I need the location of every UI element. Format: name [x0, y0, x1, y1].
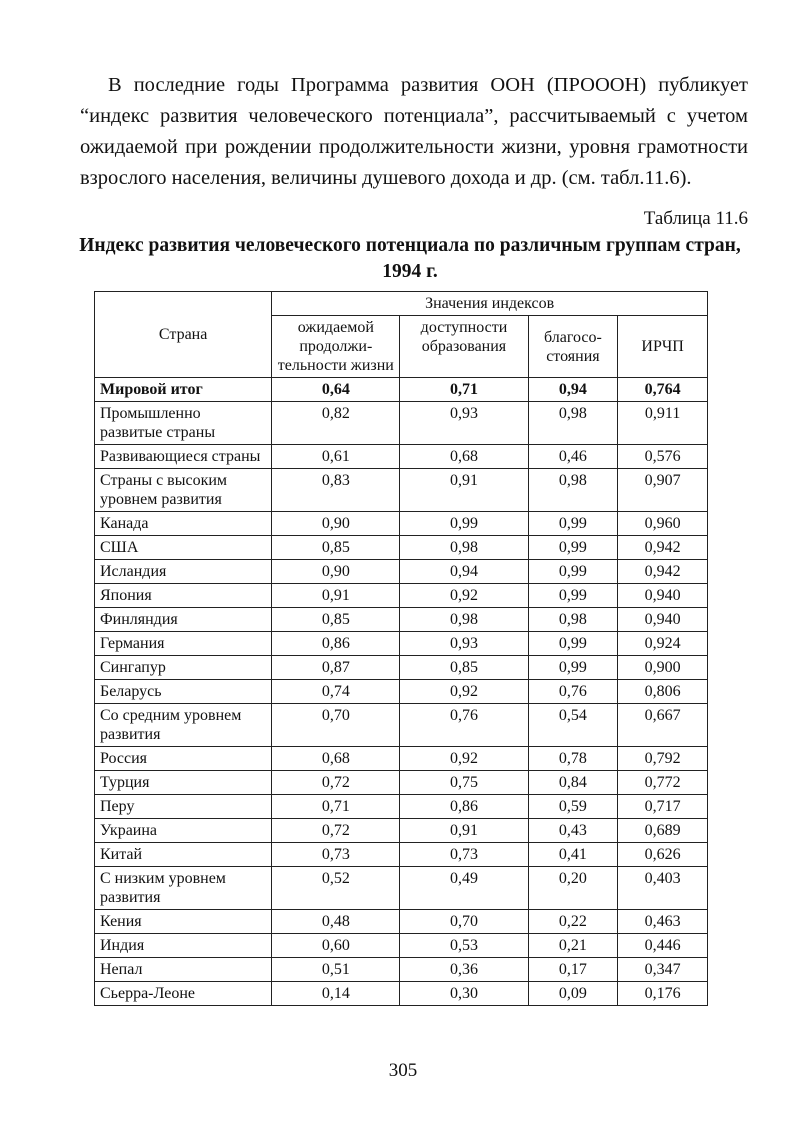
education-cell: 0,91	[400, 819, 528, 843]
hdi-cell: 0,576	[618, 445, 708, 469]
education-cell: 0,49	[400, 867, 528, 910]
life-expectancy-cell: 0,90	[272, 560, 400, 584]
education-cell: 0,70	[400, 910, 528, 934]
life-expectancy-cell: 0,82	[272, 402, 400, 445]
education-cell: 0,73	[400, 843, 528, 867]
hdi-cell: 0,403	[618, 867, 708, 910]
table-title: Индекс развития человеческого потенциала по различным группам стран, 1994 г.	[79, 235, 741, 282]
table-row	[95, 512, 708, 536]
education-cell: 0,68	[400, 445, 528, 469]
education-cell: 0,98	[400, 536, 528, 560]
wealth-cell: 0,76	[528, 680, 618, 704]
country-cell: Развивающиеся страны	[95, 445, 272, 469]
wealth-cell: 0,78	[528, 747, 618, 771]
life-expectancy-cell: 0,85	[272, 536, 400, 560]
education-cell: 0,53	[400, 934, 528, 958]
country-cell: Беларусь	[95, 680, 272, 704]
country-cell: Исландия	[95, 560, 272, 584]
table-row	[95, 608, 708, 632]
life-expectancy-cell: 0,72	[272, 771, 400, 795]
education-cell: 0,98	[400, 608, 528, 632]
table-row	[95, 704, 708, 747]
education-cell: 0,92	[400, 747, 528, 771]
education-cell: 0,85	[400, 656, 528, 680]
hdi-cell: 0,463	[618, 910, 708, 934]
life-expectancy-cell: 0,60	[272, 934, 400, 958]
hdi-cell: 0,940	[618, 584, 708, 608]
table-row	[95, 819, 708, 843]
table-row	[95, 747, 708, 771]
life-expectancy-cell: 0,87	[272, 656, 400, 680]
table-row	[95, 536, 708, 560]
table-row	[95, 958, 708, 982]
wealth-cell: 0,98	[528, 608, 618, 632]
education-cell: 0,86	[400, 795, 528, 819]
life-expectancy-cell: 0,64	[272, 378, 400, 402]
table-row	[95, 560, 708, 584]
table-row	[95, 843, 708, 867]
hdi-cell: 0,176	[618, 982, 708, 1006]
header-wealth: благосо-стояния	[528, 316, 618, 378]
hdi-cell: 0,907	[618, 469, 708, 512]
country-cell: Мировой итог	[95, 378, 272, 402]
hdi-cell: 0,667	[618, 704, 708, 747]
country-cell: Индия	[95, 934, 272, 958]
table-row	[95, 867, 708, 910]
education-cell: 0,93	[400, 632, 528, 656]
country-cell: Со средним уровнем развития	[95, 704, 272, 747]
hdi-cell: 0,626	[618, 843, 708, 867]
hdi-cell: 0,942	[618, 536, 708, 560]
table-row	[95, 445, 708, 469]
wealth-cell: 0,99	[528, 632, 618, 656]
wealth-cell: 0,94	[528, 378, 618, 402]
education-cell: 0,92	[400, 584, 528, 608]
country-cell: Промышленно развитые страны	[95, 402, 272, 445]
hdi-cell: 0,960	[618, 512, 708, 536]
wealth-cell: 0,99	[528, 536, 618, 560]
wealth-cell: 0,99	[528, 584, 618, 608]
table-row	[95, 378, 708, 402]
education-cell: 0,94	[400, 560, 528, 584]
wealth-cell: 0,59	[528, 795, 618, 819]
education-cell: 0,91	[400, 469, 528, 512]
header-index-group: Значения индексов	[272, 292, 708, 316]
header-country: Страна	[95, 292, 272, 378]
wealth-cell: 0,21	[528, 934, 618, 958]
life-expectancy-cell: 0,51	[272, 958, 400, 982]
hdi-cell: 0,900	[618, 656, 708, 680]
hdi-cell: 0,792	[618, 747, 708, 771]
life-expectancy-cell: 0,72	[272, 819, 400, 843]
country-cell: Турция	[95, 771, 272, 795]
education-cell: 0,92	[400, 680, 528, 704]
wealth-cell: 0,20	[528, 867, 618, 910]
wealth-cell: 0,99	[528, 560, 618, 584]
life-expectancy-cell: 0,83	[272, 469, 400, 512]
country-cell: С низким уровнем развития	[95, 867, 272, 910]
header-life-expectancy: ожидаемой продолжи-тельности жизни	[272, 316, 400, 378]
wealth-cell: 0,43	[528, 819, 618, 843]
country-cell: Китай	[95, 843, 272, 867]
education-cell: 0,36	[400, 958, 528, 982]
life-expectancy-cell: 0,70	[272, 704, 400, 747]
country-cell: Перу	[95, 795, 272, 819]
table-row	[95, 469, 708, 512]
intro-text: В последние годы Программа развития ООН (ПРОООН) публикует “индекс развития человеческого потенциала”, рассчитываемый с учетом ожидаемой при рождении продолжительности жизни, уровня грамотности взрослого населения, величины душевого дохода и др. (см. табл.11.6).	[80, 74, 748, 189]
education-cell: 0,76	[400, 704, 528, 747]
education-cell: 0,93	[400, 402, 528, 445]
life-expectancy-cell: 0,90	[272, 512, 400, 536]
wealth-cell: 0,17	[528, 958, 618, 982]
country-cell: Страны с высоким уровнем развития	[95, 469, 272, 512]
country-cell: США	[95, 536, 272, 560]
table-row	[95, 632, 708, 656]
life-expectancy-cell: 0,85	[272, 608, 400, 632]
life-expectancy-cell: 0,52	[272, 867, 400, 910]
wealth-cell: 0,98	[528, 402, 618, 445]
wealth-cell: 0,41	[528, 843, 618, 867]
wealth-cell: 0,46	[528, 445, 618, 469]
hdi-cell: 0,347	[618, 958, 708, 982]
table-row	[95, 934, 708, 958]
hdi-cell: 0,942	[618, 560, 708, 584]
wealth-cell: 0,98	[528, 469, 618, 512]
wealth-cell: 0,99	[528, 512, 618, 536]
wealth-cell: 0,84	[528, 771, 618, 795]
table-row	[95, 795, 708, 819]
life-expectancy-cell: 0,48	[272, 910, 400, 934]
wealth-cell: 0,22	[528, 910, 618, 934]
country-cell: Россия	[95, 747, 272, 771]
table-row	[95, 680, 708, 704]
education-cell: 0,30	[400, 982, 528, 1006]
table-row	[95, 656, 708, 680]
life-expectancy-cell: 0,74	[272, 680, 400, 704]
page-number: 305	[388, 1060, 418, 1081]
life-expectancy-cell: 0,68	[272, 747, 400, 771]
table-row	[95, 982, 708, 1006]
country-cell: Германия	[95, 632, 272, 656]
header-education: доступности образования	[400, 316, 528, 378]
hdi-table	[94, 291, 708, 1006]
country-cell: Сингапур	[95, 656, 272, 680]
hdi-cell: 0,689	[618, 819, 708, 843]
hdi-cell: 0,911	[618, 402, 708, 445]
life-expectancy-cell: 0,61	[272, 445, 400, 469]
country-cell: Кения	[95, 910, 272, 934]
country-cell: Украина	[95, 819, 272, 843]
wealth-cell: 0,99	[528, 656, 618, 680]
hdi-cell: 0,924	[618, 632, 708, 656]
table-number-label: Таблица 11.6	[643, 208, 748, 229]
table-row	[95, 771, 708, 795]
hdi-cell: 0,806	[618, 680, 708, 704]
country-cell: Канада	[95, 512, 272, 536]
hdi-cell: 0,940	[618, 608, 708, 632]
table-row	[95, 910, 708, 934]
education-cell: 0,71	[400, 378, 528, 402]
education-cell: 0,99	[400, 512, 528, 536]
life-expectancy-cell: 0,14	[272, 982, 400, 1006]
intro-paragraph	[80, 70, 748, 194]
life-expectancy-cell: 0,71	[272, 795, 400, 819]
wealth-cell: 0,09	[528, 982, 618, 1006]
wealth-cell: 0,54	[528, 704, 618, 747]
country-cell: Непал	[95, 958, 272, 982]
life-expectancy-cell: 0,86	[272, 632, 400, 656]
life-expectancy-cell: 0,91	[272, 584, 400, 608]
life-expectancy-cell: 0,73	[272, 843, 400, 867]
education-cell: 0,75	[400, 771, 528, 795]
table-row	[95, 584, 708, 608]
header-hdi: ИРЧП	[618, 316, 708, 378]
hdi-cell: 0,772	[618, 771, 708, 795]
country-cell: Япония	[95, 584, 272, 608]
hdi-cell: 0,446	[618, 934, 708, 958]
table-row	[95, 402, 708, 445]
country-cell: Сьерра-Леоне	[95, 982, 272, 1006]
hdi-cell: 0,717	[618, 795, 708, 819]
table-body	[95, 378, 708, 1006]
hdi-cell: 0,764	[618, 378, 708, 402]
country-cell: Финляндия	[95, 608, 272, 632]
